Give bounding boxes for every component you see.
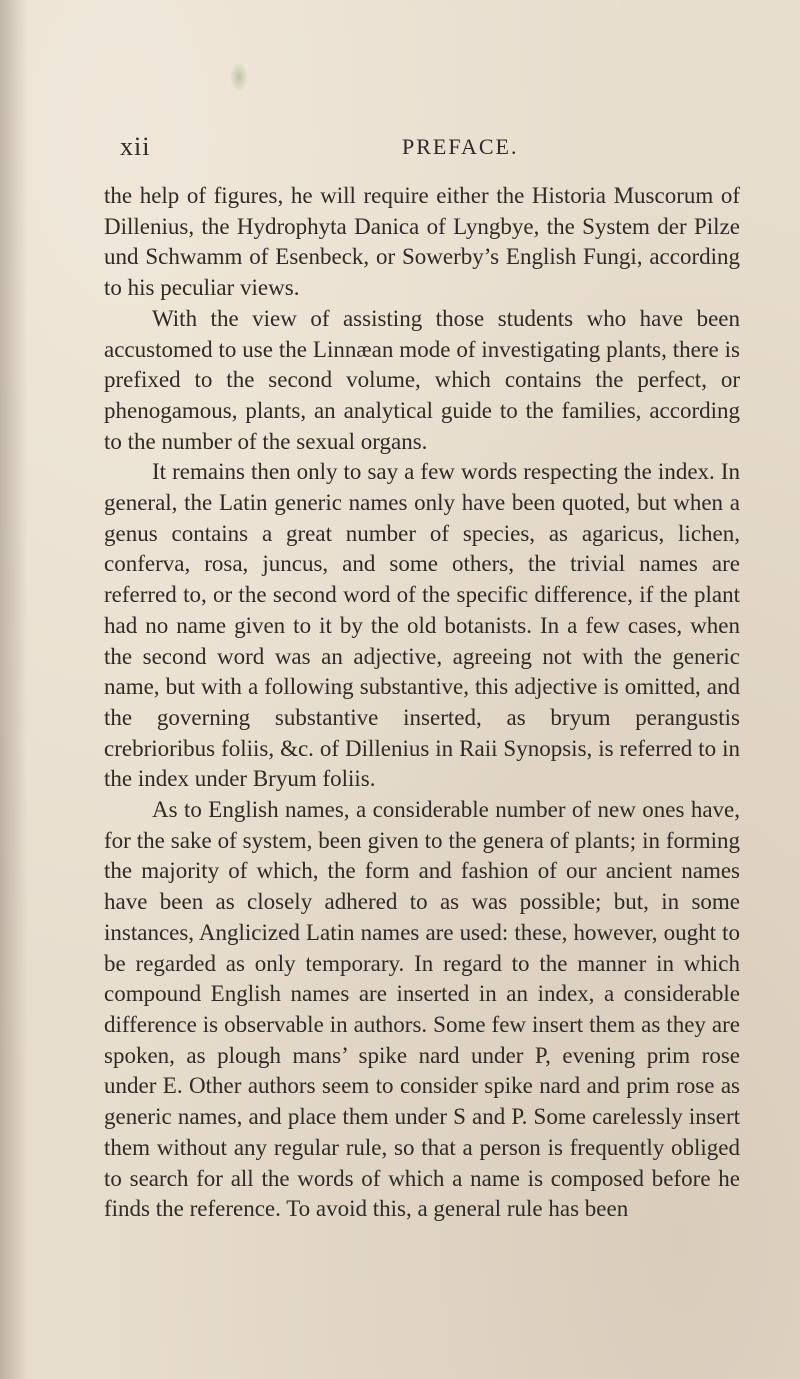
gutter-shadow xyxy=(0,0,28,1379)
running-head xyxy=(120,132,720,162)
paragraph-english-names: As to English names, a considerable number of new ones have, for the sake of system, been given to the genera of plants; in forming the majority of which, the form and fashion of our ancient names have been as closely adhered to as was possible; but, in some instances, Anglicized Latin names are used: these, however, ought to be regarded as only temporary. In regard to the manner in which compound English names are inserted in an index, a considerable difference is observable in authors. Some few insert them as they are spoken, as plough mans’ spike nard under P, evening prim rose under E. Other authors seem to consider spike nard and prim rose as generic names, and place them under S and P. Some carelessly insert them without any regular rule, so that a person is frequently obliged to search for all the words of which a name is composed before he finds the reference. To avoid this, a general rule has been xyxy=(104,797,740,1222)
paper-stain xyxy=(230,62,248,92)
running-title: PREFACE. xyxy=(402,134,519,159)
paragraph-index: It remains then only to say a few words respecting the index. In general, the Latin generic names only have been quoted, but when a genus contains a great number of species, as agaricus, lichen, conferva, rosa, juncus, and some others, the trivial names are referred to, or the second word of the specific difference, if the plant had no name given to it by the old botanists. In a few cases, when the second word was an adjective, agreeing not with the generic name, but with a following substantive, this adjective is omitted, and the governing substantive inserted, as bryum perangustis crebrioribus foliis, &c. of Dillenius in Raii Synopsis, is referred to in the index under Bryum foliis. xyxy=(104,459,740,792)
body-text xyxy=(104,181,740,1225)
paragraph-linnaean-guide: With the view of assisting those students who have been accustomed to use the Linnæan mode of investigating plants, there is prefixed to the second volume, which contains the perfect, or phenogamous, plants, an analytical guide to the families, according to the number of the sexual organs. xyxy=(104,305,740,454)
page-number: xii xyxy=(120,132,151,161)
paragraph-continuation: the help of figures, he will require either the Historia Muscorum of Dillenius, the Hydrophyta Danica of Lyngbye, the System der Pilze und Schwamm of Esenbeck, or Sowerby’s English Fungi, according to his peculiar views. xyxy=(104,183,740,301)
